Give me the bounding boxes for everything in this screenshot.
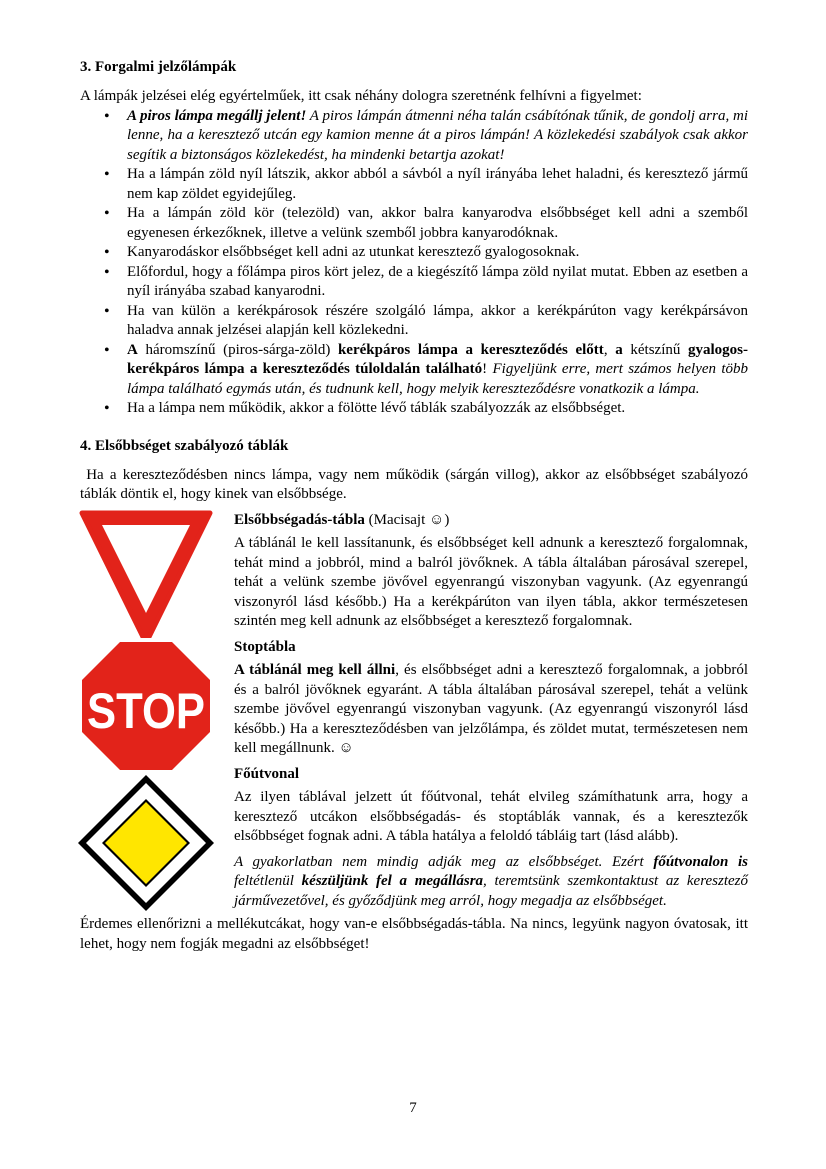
stop-sign-title: Stoptábla — [234, 638, 296, 655]
stop-sign-block — [80, 638, 748, 759]
list-item: • Ha a lámpán zöld nyíl látszik, akkor abból a sávból a nyíl irányába lehet haladni, és keresztező jármű nem kap zöldet egyidejűleg. — [80, 165, 748, 204]
stop-sign-icon — [78, 638, 214, 774]
page-content — [80, 58, 752, 954]
main-road-sign-text — [234, 765, 748, 912]
section4-heading: 4. Elsőbbséget szabályozó táblák — [80, 437, 289, 454]
section4-closing: Érdemes ellenőrizni a mellékutcákat, hogy van-e elsőbbségadás-tábla. Na nincs, legyünk nagyon óvatosak, itt lehet, hogy nem fogják megadni az elsőbbséget! — [80, 916, 748, 952]
yield-sign-title: Elsőbbségadás-tábla (Macisajt ☺) — [234, 511, 450, 528]
section4-intro: Ha a kereszteződésben nincs lámpa, vagy nem működik (sárgán villog), akkor az elsőbbséget szabályozó táblák döntik el, hogy kinek van elsőbbsége. — [80, 466, 752, 502]
yield-sign-block — [80, 511, 748, 632]
list-item: • A piros lámpa megállj jelent! A piros lámpán átmenni néha talán csábítónak tűnik, de gondolj arra, mi lenne, ha a keresztező utcán egy kamion menne át a piros lámpán! A közlekedési szabályok csak akkor segítik a biztonságos közlekedést, ha mindenki betartja azokat! — [80, 107, 748, 166]
section3-intro: A lámpák jelzései elég egyértelműek, itt csak néhány dologra szeretnénk felhívni a figyelmet: — [80, 88, 642, 104]
main-road-sign-icon — [78, 775, 214, 911]
main-road-sign-description: Az ilyen táblával jelzett út főútvonal, tehát elvileg számíthatunk arra, hogy a keresztező utcákon elsőbbségadás- és stoptáblák vannak, és a keresztezők elsőbbséget fognak adni. A tábla hatálya a feloldó tábláig tart (lásd alább). — [234, 789, 748, 844]
main-road-sign-title: Főútvonal — [234, 765, 300, 782]
stop-sign-label: STOP — [87, 682, 205, 739]
list-item: • Előfordul, hogy a főlámpa piros kört jelez, de a kiegészítő lámpa zöld nyilat mutat. Ebben az esetben a nyíl irányába szabad kanyarodni. — [80, 263, 748, 302]
yield-sign-text — [234, 511, 748, 632]
page-number: 7 — [409, 1100, 417, 1116]
list-item: • A háromszínű (piros-sárga-zöld) kerékpáros lámpa a kereszteződés előtt, a kétszínű gyalogos-kerékpáros lámpa a kereszteződés túloldalán található! Figyeljünk erre, mert számos helyen több lámpa található egymás után, és tudnunk kell, hogy melyik kereszteződésre vonatkozik a lámpa. — [80, 341, 748, 400]
list-item: • Kanyarodáskor elsőbbséget kell adni az utunkat keresztező gyalogosoknak. — [80, 243, 748, 263]
section3-bullet-list — [80, 107, 748, 419]
stop-sign-description: A táblánál meg kell állni, és elsőbbséget adni a keresztező forgalomnak, a jobbról és a balról jövőknek egyaránt. A tábla általában párosával szerepel, tehát a velünk szembe jövővel egyenrangú viszonyban vagyunk. (Az egyenrangú viszonyról lásd később.) Ha a kereszteződésben van jelzőlámpa, és zöldet mutat, természetesen nem kell megállnunk. ☺ — [234, 662, 748, 756]
yield-sign-description: A táblánál le kell lassítanunk, és elsőbbséget kell adnunk a keresztező forgalomnak, tehát mind a jobbról, mind a balról jövőknek. A tábla általában párosával szerepel, tehát a velünk szembe jövővel egyenrangú viszonyban vagyunk. (Az egyenrangú viszonyról lásd később.) Ha a kerékpárúton van ilyen tábla, akkor természetesen szintén meg kell adnunk az elsőbbséget a keresztező forgalomnak. — [234, 535, 748, 629]
list-item: • Ha a lámpa nem működik, akkor a fölötte lévő táblák szabályozzák az elsőbbséget. — [80, 399, 748, 419]
list-item: • Ha a lámpán zöld kör (telezöld) van, akkor balra kanyarodva elsőbbséget kell adni a szemből egyenesen érkezőknek, illetve a velünk szemből jobbra kanyarodóknak. — [80, 204, 748, 243]
stop-sign-text — [234, 638, 748, 759]
yield-sign-icon — [78, 509, 214, 649]
section3-heading: 3. Forgalmi jelzőlámpák — [80, 59, 237, 75]
signs-section — [80, 511, 748, 912]
main-road-sign-block — [80, 765, 748, 912]
main-road-sign-warning: A gyakorlatban nem mindig adják meg az elsőbbséget. Ezért főútvonalon is feltétlenül készüljünk fel a megállásra, teremtsünk szemkontaktust az keresztező járművezetővel, és győződjünk meg arról, hogy megadja az elsőbbséget. — [234, 853, 748, 909]
list-item: • Ha van külön a kerékpárosok részére szolgáló lámpa, akkor a kerékpárúton vagy kerékpársávon haladva annak jelzései alapján kell közlekedni. — [80, 302, 748, 341]
